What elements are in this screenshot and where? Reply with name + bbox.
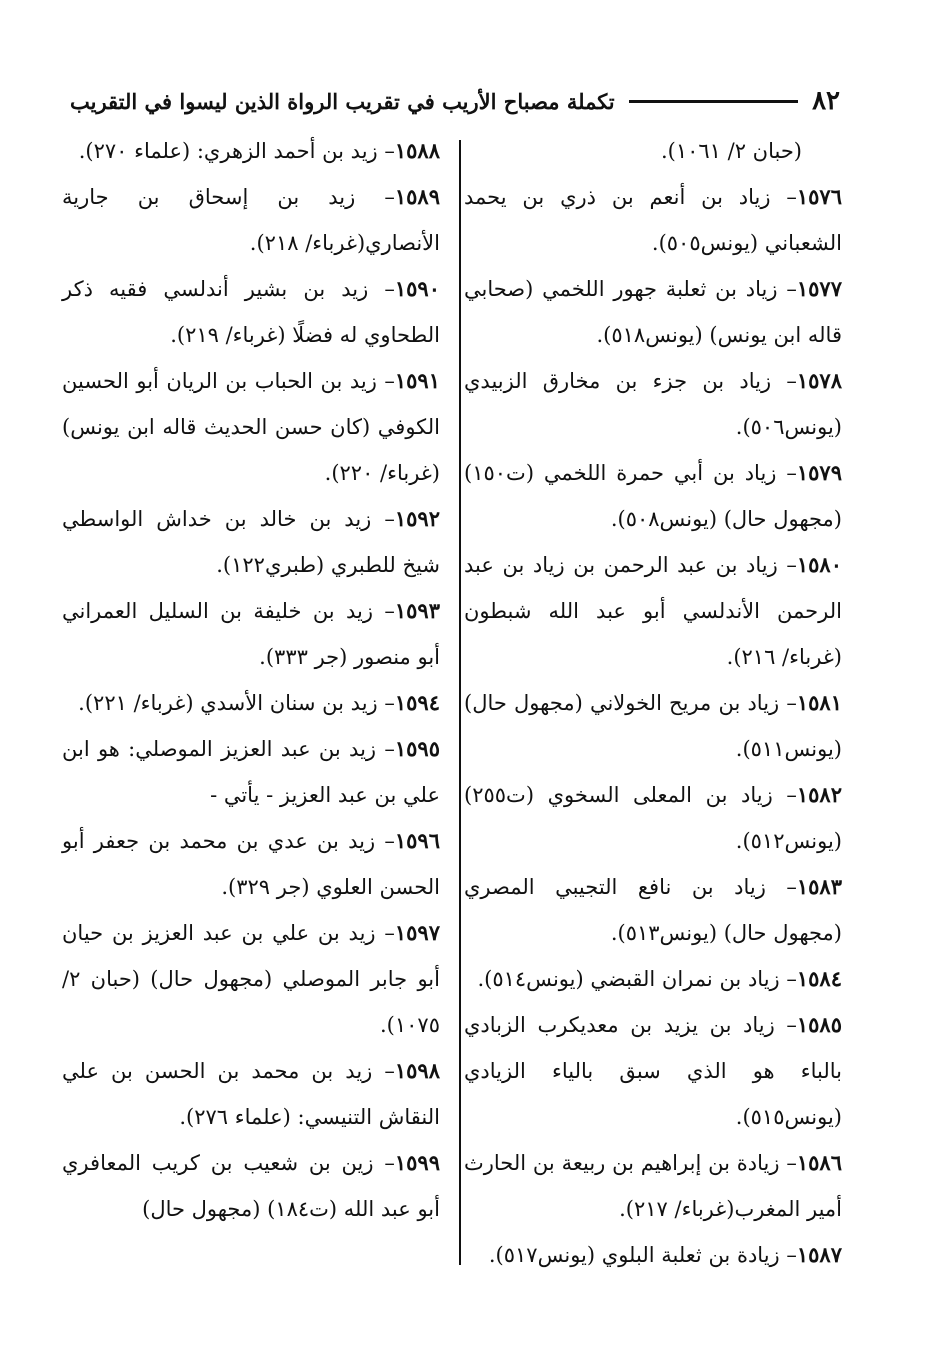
biography-entry: ١٥٩٦– زيد بن عدي بن محمد بن جعفر أبو الحسن العلوي (جر ٣٢٩). — [62, 828, 440, 899]
column-divider — [459, 140, 461, 1265]
entry-text: زياد بن عبد الرحمن بن زياد بن عبد الرحمن الأندلسي أبو عبد الله شبطون (غرباء/ ٢١٦). — [464, 553, 842, 669]
entry-text: زيد بن سنان الأسدي (غرباء/ ٢٢١). — [78, 691, 378, 715]
biography-entry: ١٥٩٧– زيد بن علي بن عبد العزيز بن حيان أبو جابر الموصلي (مجهول حال) (حبان ٢/ ١٠٧٥). — [62, 920, 440, 1037]
entry-text: زين بن شعيب بن كريب المعافري أبو عبد الله (ت١٨٤) (مجهول حال) — [62, 1151, 440, 1221]
entry-number: ١٥٨٥ — [796, 1012, 842, 1037]
biography-entry: ١٥٩٤– زيد بن سنان الأسدي (غرباء/ ٢٢١). — [78, 690, 440, 715]
entry-text: زياد بن نمران القبضي (يونس٥١٤). — [477, 967, 780, 991]
biography-entry: ١٥٨٢– زياد بن المعلى السخوي (ت٢٥٥) (يونس٥١٢). — [464, 782, 842, 853]
entry-text: زيد بن خليفة بن السليل العمراني أبو منصور (جر ٣٣٣). — [62, 599, 440, 669]
biography-entry — [464, 128, 842, 174]
biography-entry: ١٥٩٥– زيد بن عبد العزيز الموصلي: هو ابن علي بن عبد العزيز - يأتي - — [62, 736, 440, 807]
entry-text: زيد بن أحمد الزهري: (علماء ٢٧٠). — [78, 139, 378, 163]
entry-number: ١٥٨٤ — [796, 966, 842, 991]
biography-entry: ١٥٨٤– زياد بن نمران القبضي (يونس٥١٤). — [477, 966, 842, 991]
entry-number: ١٥٨٣ — [796, 874, 842, 899]
biography-entry: ١٥٨٣– زياد بن نافع التجيبي المصري (مجهول حال) (يونس٥١٣). — [464, 874, 842, 945]
entry-number: ١٥٧٩ — [796, 460, 842, 485]
entry-number: ١٥٧٧ — [796, 276, 842, 301]
biography-entry: ١٥٩٠– زيد بن بشير أندلسي فقيه ذكر الطحاوي له فضلًا (غرباء/ ٢١٩). — [62, 276, 440, 347]
entry-text: زيد بن عدي بن محمد بن جعفر أبو الحسن العلوي (جر ٣٢٩). — [62, 829, 440, 899]
page-header — [70, 86, 840, 116]
entry-text: زياد بن المعلى السخوي (ت٢٥٥) (يونس٥١٢). — [464, 783, 842, 853]
entry-text: زياد بن يزيد بن معديكرب الزبادي بالباء هو الذي سبق بالياء الزيادي (يونس٥١٥). — [464, 1013, 842, 1129]
biography-entry: ١٥٩٣– زيد بن خليفة بن السليل العمراني أبو منصور (جر ٣٣٣). — [62, 598, 440, 669]
entry-number: ١٥٩١ — [394, 368, 440, 393]
header-rule — [629, 100, 798, 103]
entry-number: ١٥٧٦ — [796, 184, 842, 209]
entry-number: ١٥٨٩ — [394, 184, 440, 209]
running-title: تكملة مصباح الأريب في تقريب الرواة الذين ليسوا في التقريب — [70, 88, 615, 114]
entry-text: زيد بن خالد بن خداش الواسطي شيخ للطبري (طبري١٢٢). — [62, 507, 440, 577]
biography-entry: ١٥٨٧– زيادة بن ثعلبة البلوي (يونس٥١٧). — [488, 1242, 842, 1267]
biography-entry: ١٥٩٢– زيد بن خالد بن خداش الواسطي شيخ للطبري (طبري١٢٢). — [62, 506, 440, 577]
entry-number: ١٥٨٠ — [796, 552, 842, 577]
biography-entry: ١٥٨٦– زيادة بن إبراهيم بن ربيعة بن الحارث أمير المغرب(غرباء/ ٢١٧). — [464, 1150, 842, 1221]
entry-number: ١٥٩٨ — [394, 1058, 440, 1083]
entry-number: ١٥٩٢ — [394, 506, 440, 531]
biography-entry: ١٥٨٠– زياد بن عبد الرحمن بن زياد بن عبد الرحمن الأندلسي أبو عبد الله شبطون (غرباء/ ٢١٦). — [464, 552, 842, 669]
biography-entry: ١٥٧٦– زياد بن أنعم بن ذري بن يحمد الشعباني (يونس٥٠٥). — [464, 184, 842, 255]
entry-text: زياد بن مريح الخولاني (مجهول حال) (يونس٥١١). — [464, 691, 842, 761]
biography-entry: ١٥٨٥– زياد بن يزيد بن معديكرب الزبادي بالباء هو الذي سبق بالياء الزيادي (يونس٥١٥). — [464, 1012, 842, 1129]
entry-number: ١٥٨١ — [796, 690, 842, 715]
biography-entry: ١٥٩٩– زين بن شعيب بن كريب المعافري أبو عبد الله (ت١٨٤) (مجهول حال) — [62, 1150, 440, 1221]
entry-number: ١٥٨٢ — [796, 782, 842, 807]
entry-number: ١٥٨٨ — [394, 138, 440, 163]
page-number: ٨٢ — [812, 86, 840, 116]
entry-number: ١٥٩٩ — [394, 1150, 440, 1175]
biography-entry: ١٥٩١– زيد بن الحباب بن الريان أبو الحسين الكوفي (كان حسن الحديث قاله ابن يونس) (غرباء/ ٢٢٠). — [62, 368, 440, 485]
biography-entry: ١٥٧٨– زياد بن جزء بن مخارق الزبيدي (يونس٥٠٦). — [464, 368, 842, 439]
entry-text: زيد بن عبد العزيز الموصلي: هو ابن علي بن عبد العزيز - يأتي - — [62, 737, 440, 807]
biography-entry: ١٥٨١– زياد بن مريح الخولاني (مجهول حال) (يونس٥١١). — [464, 690, 842, 761]
entry-number: ١٥٩٧ — [394, 920, 440, 945]
entry-number: ١٥٩٥ — [394, 736, 440, 761]
entry-text: زيادة بن إبراهيم بن ربيعة بن الحارث أمير المغرب(غرباء/ ٢١٧). — [464, 1151, 842, 1221]
entry-number: ١٥٩٤ — [394, 690, 440, 715]
biography-entry: ١٥٧٩– زياد بن أبي حمرة اللخمي (ت١٥٠) (مجهول حال) (يونس٥٠٨). — [464, 460, 842, 531]
entry-number: ١٥٨٦ — [796, 1150, 842, 1175]
entry-text: زيد بن محمد بن الحسن بن علي النقاش التنيسي: (علماء ٢٧٦). — [62, 1059, 440, 1129]
entry-text: زياد بن أنعم بن ذري بن يحمد الشعباني (يونس٥٠٥). — [464, 185, 842, 255]
entry-text: زيد بن الحباب بن الريان أبو الحسين الكوفي (كان حسن الحديث قاله ابن يونس) (غرباء/ ٢٢٠). — [62, 369, 440, 485]
entry-text: زيد بن بشير أندلسي فقيه ذكر الطحاوي له فضلًا (غرباء/ ٢١٩). — [62, 277, 440, 347]
entry-number: ١٥٩٦ — [394, 828, 440, 853]
entry-text: زيد بن علي بن عبد العزيز بن حيان أبو جابر الموصلي (مجهول حال) (حبان ٢/ ١٠٧٥). — [62, 921, 440, 1037]
entry-text: زيد بن إسحاق بن جارية الأنصاري(غرباء/ ٢١٨). — [62, 185, 440, 255]
entry-text: (حبان ٢/ ١٠٦١). — [660, 139, 802, 163]
entry-text: زياد بن نافع التجيبي المصري (مجهول حال) (يونس٥١٣). — [464, 875, 842, 945]
left-column — [62, 128, 440, 1232]
entry-number: ١٥٩٠ — [394, 276, 440, 301]
entry-text: زياد بن ثعلبة جهور اللخمي (صحابي قاله ابن يونس) (يونس٥١٨). — [464, 277, 842, 347]
biography-entry: ١٥٧٧– زياد بن ثعلبة جهور اللخمي (صحابي قاله ابن يونس) (يونس٥١٨). — [464, 276, 842, 347]
entry-text: زيادة بن ثعلبة البلوي (يونس٥١٧). — [488, 1243, 780, 1267]
entry-text: زياد بن أبي حمرة اللخمي (ت١٥٠) (مجهول حال) (يونس٥٠٨). — [464, 461, 842, 531]
entry-number: ١٥٨٧ — [796, 1242, 842, 1267]
biography-entry: ١٥٨٨– زيد بن أحمد الزهري: (علماء ٢٧٠). — [78, 138, 440, 163]
right-column — [464, 128, 842, 1278]
biography-entry: ١٥٨٩– زيد بن إسحاق بن جارية الأنصاري(غرباء/ ٢١٨). — [62, 184, 440, 255]
biography-entry: ١٥٩٨– زيد بن محمد بن الحسن بن علي النقاش التنيسي: (علماء ٢٧٦). — [62, 1058, 440, 1129]
entry-number: ١٥٧٨ — [796, 368, 842, 393]
entry-text: زياد بن جزء بن مخارق الزبيدي (يونس٥٠٦). — [464, 369, 842, 439]
entry-number: ١٥٩٣ — [394, 598, 440, 623]
